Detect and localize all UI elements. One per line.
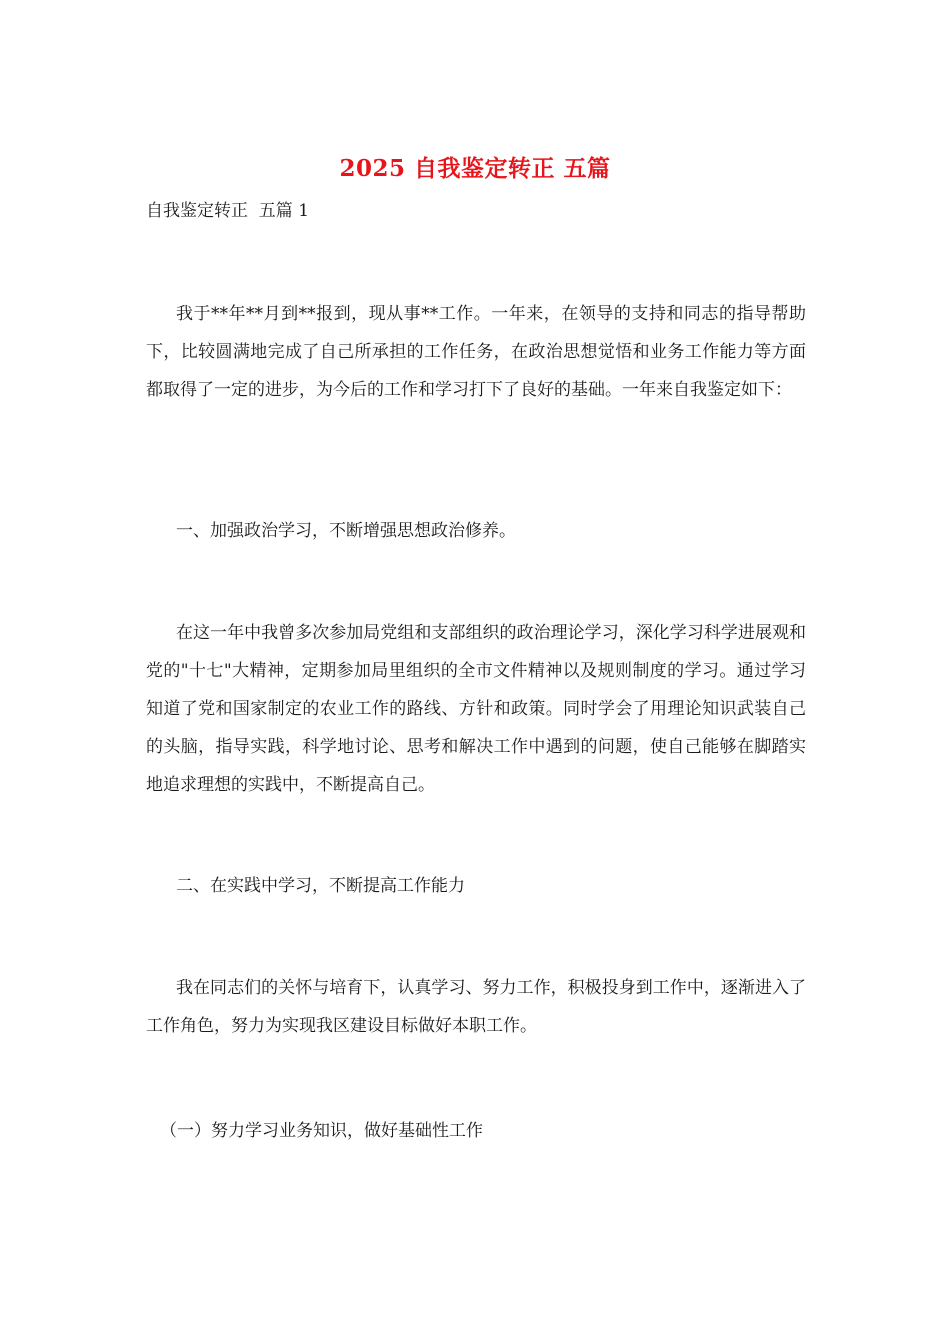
section-2-paragraph: 我在同志们的关怀与培育下，认真学习、努力工作，积极投身到工作中，逐渐进入了工作角色，努力为实现我区建设目标做好本职工作。 <box>146 978 806 1036</box>
section-heading-2: 二、在实践中学习，不断提高工作能力 <box>176 876 465 896</box>
document-subtitle: 自我鉴定转正 五篇 1 <box>146 201 310 221</box>
document-title: 2025 自我鉴定转正 五篇 <box>339 155 611 182</box>
section-1-paragraph: 在这一年中我曾多次参加局党组和支部组织的政治理论学习，深化学习科学进展观和党的"十七"大精神，定期参加局里组织的全市文件精神以及规则制度的学习。通过学习知道了党和国家制定的农业工作的路线、方针和政策。同时学会了用理论知识武装自己的头脑，指导实践，科学地讨论、思考和解决工作中遇到的问题，使自己能够在脚踏实地追求理想的实践中，不断提高自己。 <box>146 623 806 795</box>
intro-paragraph: 我于**年**月到**报到，现从事**工作。一年来，在领导的支持和同志的指导帮助下，比较圆满地完成了自己所承担的工作任务，在政治思想觉悟和业务工作能力等方面都取得了一定的进步，为今后的工作和学习打下了良好的基础。一年来自我鉴定如下： <box>146 304 806 400</box>
subsection-heading-1: （一）努力学习业务知识，做好基础性工作 <box>160 1121 483 1141</box>
section-heading-1: 一、加强政治学习，不断增强思想政治修养。 <box>176 521 516 541</box>
